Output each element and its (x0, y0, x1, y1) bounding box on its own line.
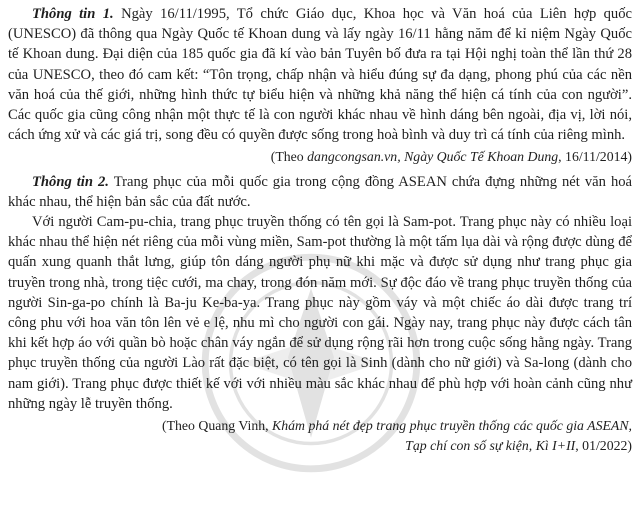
document-text (8, 4, 632, 456)
info2-source-title: Khám phá nét đẹp trang phục truyền thống các quốc gia ASEAN, (272, 418, 632, 434)
info1-label: Thông tin 1. (32, 6, 114, 22)
info2-source-line2-suffix: , 01/2022) (575, 438, 632, 454)
info2-label: Thông tin 2. (32, 173, 109, 190)
info1-source-prefix: (Theo (270, 149, 308, 165)
info2-source-line2-title: Tạp chí con số sự kiện, Kì I+II (405, 438, 576, 454)
info2-paragraph-2: Với người Cam-pu-chia, trang phục truyền thống có tên gọi là Sam-pot. Trang phục này có nhiều loại khác nhau thể hiện nét riêng của mỗi vùng miền, Sam-pot thường là một tấm lụa dài và rộng được dùng để quấn xung quanh thắt lưng, giúp tôn dáng người phụ nữ khi mặc và được sử dụng như trang phục gia truyền trong nhà, trong tiệc cưới, ma chay, trong đón năm mới. Sự độc đáo về trang phục truyền thống của người Sin-ga-po chính là Ba-ju Ke-ba-ya. Trang phục này gồm váy và một chiếc áo dài được trang trí công phu với hoa văn tôn lên vẻ e lệ, nhu mì cho người con gái. Ngày nay, trang phục này được cách tân khi kết hợp áo với quần bò hoặc chân váy ngắn để sử dụng rộng rãi hơn trong cuộc sống hằng ngày. Trang phục truyền thống của người Lào rất đặc biệt, có tên gọi là Sinh (dành cho nữ giới) và Sa-long (dành cho nam giới). Trang phục được thiết kế với với nhiều màu sắc khác nhau để phù hợp với hoàn cảnh cũng như những ngày lễ truyền thống. (8, 214, 632, 412)
info1-body: Ngày 16/11/1995, Tổ chức Giáo dục, Khoa học và Văn hoá của Liên hợp quốc (UNESCO) đã thông qua Ngày Quốc tế Khoan dung và lấy ngày 16/11 hằng năm để kỉ niệm Ngày Quốc tế Khoan dung. Đại diện của 185 quốc gia đã kí vào bản Tuyên bố đưa ra tại Hội nghị toàn thể lần thứ 28 của UNESCO, theo đó cam kết: “Tôn trọng, chấp nhận và hiểu đúng sự đa dạng, phong phú của các nền văn hoá của thế giới, những hình thức tự biểu hiện và những khả năng thể hiện cá tính của con người”. Các quốc gia cũng công nhận một thực tế là con người khác nhau về hình dáng bên ngoài, địa vị, lời nói, cách ứng xử và các giá trị, song đều có quyền được sống trong hoà bình và duy trì cá tính của riêng mình. (8, 6, 632, 144)
info2-source-prefix: (Theo Quang Vinh, (162, 418, 273, 434)
info2-paragraph (8, 172, 632, 212)
info1-source-suffix: , 16/11/2014) (558, 149, 632, 165)
info1-paragraph (8, 4, 632, 145)
info1-source (8, 147, 632, 167)
info2-body: Trang phục của mỗi quốc gia trong cộng đồng ASEAN chứa đựng những nét văn hoá khác nhau, thể hiện bản sắc của đất nước. (8, 173, 633, 210)
info2-source-line2 (8, 436, 632, 456)
info2-source (8, 416, 632, 436)
info1-source-title: dangcongsan.vn, Ngày Quốc Tế Khoan Dung (307, 149, 559, 165)
